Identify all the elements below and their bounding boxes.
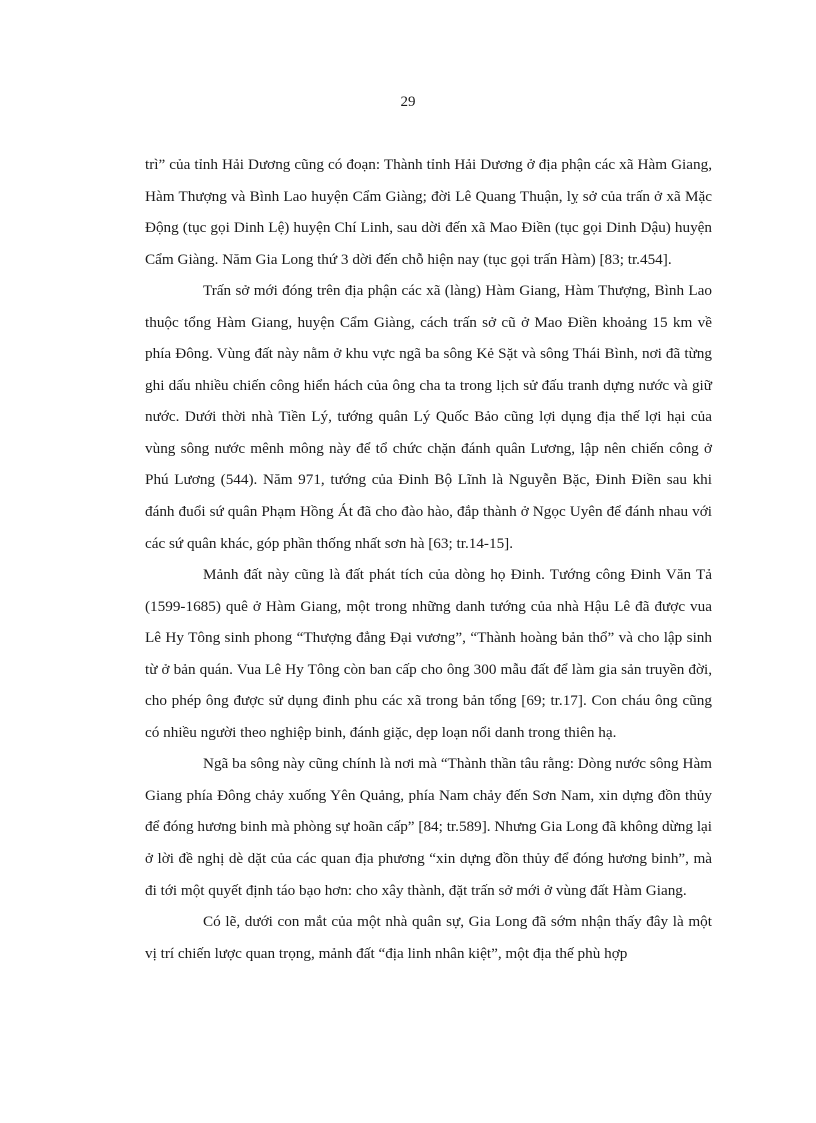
page-number: 29 [400, 94, 416, 110]
body-text [145, 149, 712, 969]
paragraph-4: Ngã ba sông này cũng chính là nơi mà “Thành thần tâu rằng: Dòng nước sông Hàm Giang phía Đông chảy xuống Yên Quảng, phía Nam chảy đến Sơn Nam, xin dựng đồn thủy để đóng hương binh mà phòng sự hoãn cấp” [84; tr.589]. Nhưng Gia Long đã không dừng lại ở lời đề nghị dè dặt của các quan địa phương “xin dựng đồn thủy để đóng hương binh”, mà đi tới một quyết định táo bạo hơn: cho xây thành, đặt trấn sở mới ở vùng đất Hàm Giang. [145, 755, 712, 899]
paragraph-5: Có lẽ, dưới con mắt của một nhà quân sự, Gia Long đã sớm nhận thấy đây là một vị trí chiến lược quan trọng, mảnh đất “địa linh nhân kiệt”, một địa thế phù hợp [145, 913, 712, 962]
paragraph-2: Trấn sở mới đóng trên địa phận các xã (làng) Hàm Giang, Hàm Thượng, Bình Lao thuộc tổng Hàm Giang, huyện Cẩm Giàng, cách trấn sở cũ ở Mao Điền khoảng 15 km về phía Đông. Vùng đất này nằm ở khu vực ngã ba sông Kẻ Sặt và sông Thái Bình, nơi đã từng ghi dấu nhiều chiến công hiển hách của ông cha ta trong lịch sử đấu tranh dựng nước và giữ nước. Dưới thời nhà Tiền Lý, tướng quân Lý Quốc Bảo cũng lợi dụng địa thế lợi hại của vùng sông nước mênh mông này để tổ chức chặn đánh quân Lương, lập nên chiến công ở Phú Lương (544). Năm 971, tướng của Đinh Bộ Lĩnh là Nguyễn Bặc, Đinh Điền sau khi đánh đuổi sứ quân Phạm Hồng Át đã cho đào hào, đắp thành ở Ngọc Uyên để đánh nhau với các sứ quân khác, góp phần thống nhất sơn hà [63; tr.14-15]. [145, 282, 712, 552]
paragraph-3: Mảnh đất này cũng là đất phát tích của dòng họ Đinh. Tướng công Đinh Văn Tả (1599-1685) quê ở Hàm Giang, một trong những danh tướng của nhà Hậu Lê đã được vua Lê Hy Tông sinh phong “Thượng đẳng Đại vương”, “Thành hoàng bản thổ” và cho lập sinh từ ở bản quán. Vua Lê Hy Tông còn ban cấp cho ông 300 mẫu đất để làm gia sản truyền đời, cho phép ông được sử dụng đinh phu các xã trong bản tổng [69; tr.17]. Con cháu ông cũng có nhiều người theo nghiệp binh, đánh giặc, dẹp loạn nổi danh trong thiên hạ. [145, 566, 712, 741]
paragraph-1: trì” của tỉnh Hải Dương cũng có đoạn: Thành tỉnh Hải Dương ở địa phận các xã Hàm Giang, Hàm Thượng và Bình Lao huyện Cẩm Giàng; đời Lê Quang Thuận, lỵ sở của trấn ở xã Mặc Động (tục gọi Dinh Lệ) huyện Chí Linh, sau dời đến xã Mao Điền (tục gọi Dinh Dậu) huyện Cẩm Giàng. Năm Gia Long thứ 3 dời đến chỗ hiện nay (tục gọi trấn Hàm) [83; tr.454]. [145, 156, 712, 268]
